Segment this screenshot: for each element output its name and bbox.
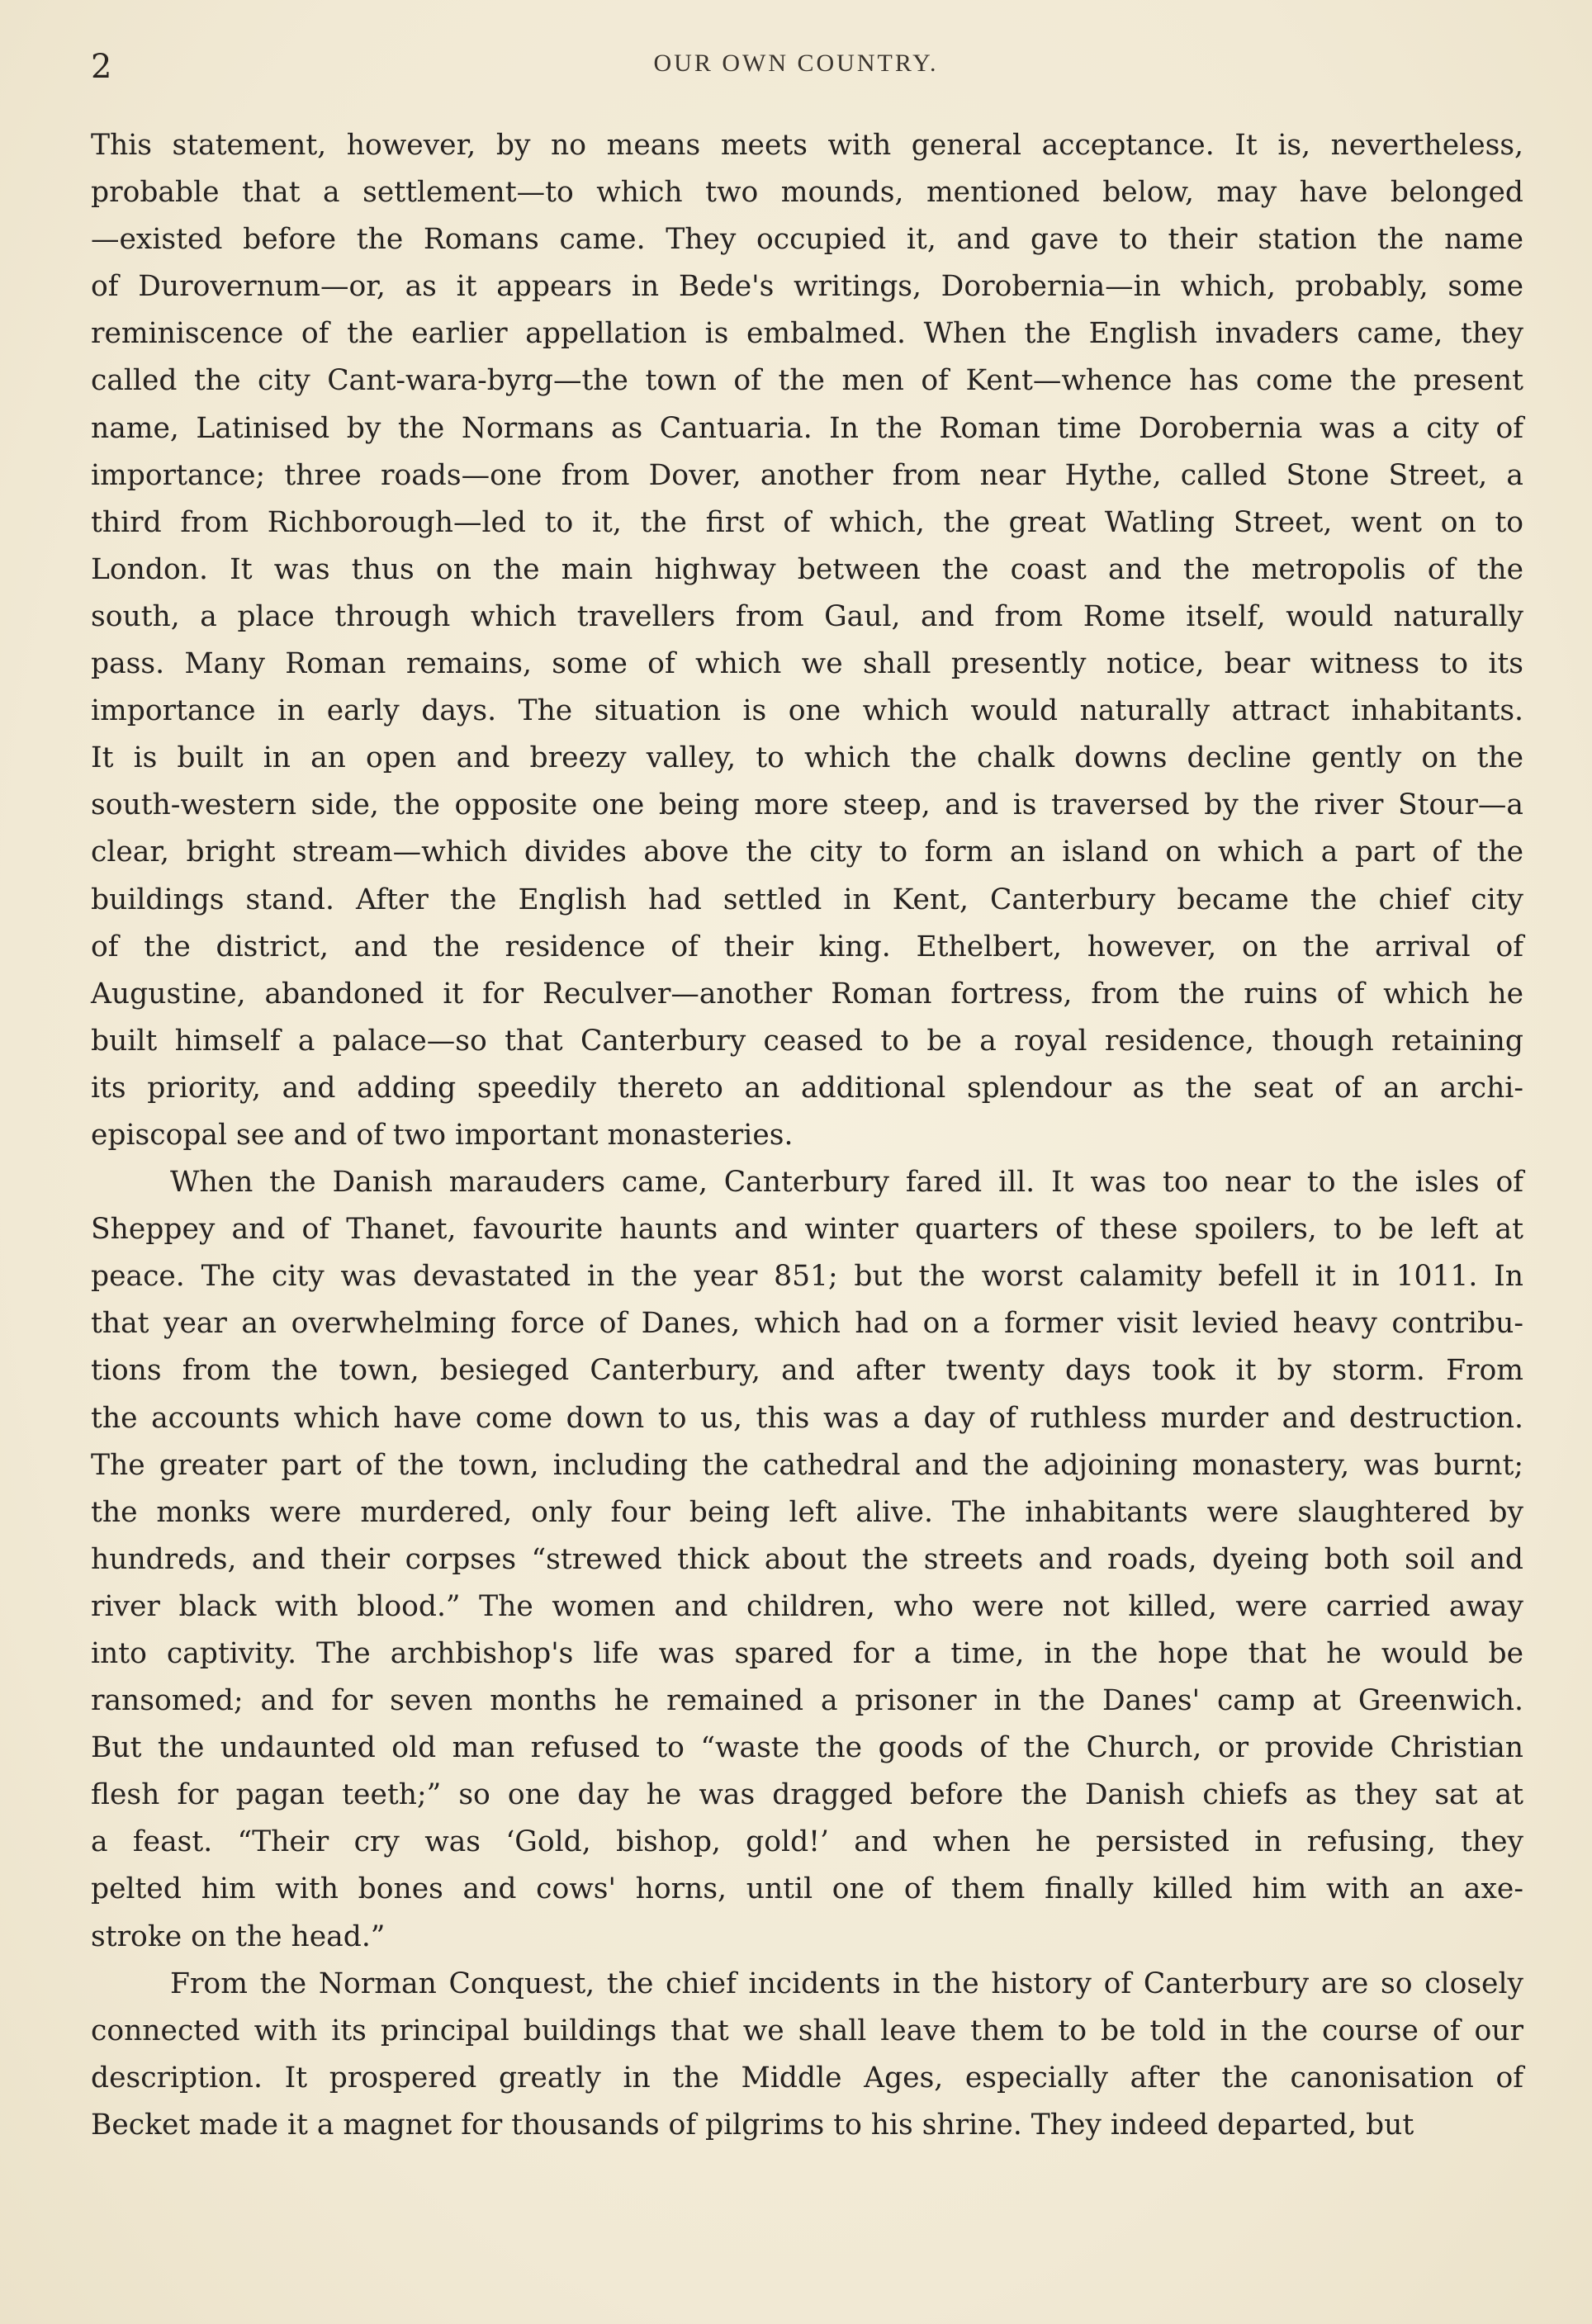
- text-line: —existed before the Romans came. They occupied it, and gave to their station the name: [91, 223, 1523, 257]
- text-line: the accounts which have come down to us, this was a day of ruthless murder and destruction.: [91, 1401, 1523, 1435]
- text-line: probable that a settlement—to which two mounds, mentioned below, may have belonged: [91, 176, 1523, 210]
- text-line: hundreds, and their corpses “strewed thick about the streets and roads, dyeing both soil and: [91, 1542, 1523, 1576]
- text-line: stroke on the head.”: [91, 1919, 386, 1953]
- text-line: flesh for pagan teeth;” so one day he was dragged before the Danish chiefs as they sat at: [91, 1778, 1523, 1812]
- body-text: [91, 122, 1523, 2149]
- text-line: ransomed; and for seven months he remained a prisoner in the Danes' camp at Greenwich.: [91, 1684, 1523, 1718]
- page-number: 2: [91, 48, 112, 86]
- text-line: The greater part of the town, including the cathedral and the adjoining monastery, was burnt;: [91, 1448, 1523, 1482]
- text-line: It is built in an open and breezy valley, to which the chalk downs decline gently on the: [91, 741, 1523, 775]
- text-line: called the city Cant-wara-byrg—the town of the men of Kent—whence has come the present: [91, 364, 1523, 398]
- paragraph: [91, 1961, 1523, 2149]
- text-line: reminiscence of the earlier appellation is embalmed. When the English invaders came, they: [91, 317, 1523, 351]
- text-line: episcopal see and of two important monasteries.: [91, 1118, 794, 1152]
- text-line: its priority, and adding speedily thereto an additional splendour as the seat of an archi-: [91, 1071, 1523, 1105]
- text-line: of Durovernum—or, as it appears in Bede's writings, Dorobernia—in which, probably, some: [91, 270, 1523, 304]
- text-line: importance; three roads—one from Dover, another from near Hythe, called Stone Street, a: [91, 458, 1523, 492]
- text-line: a feast. “Their cry was ‘Gold, bishop, gold!’ and when he persisted in refusing, they: [91, 1825, 1523, 1859]
- text-line: Becket made it a magnet for thousands of pilgrims to his shrine. They indeed departed, but: [91, 2108, 1414, 2142]
- text-line: pelted him with bones and cows' horns, until one of them finally killed him with an axe-: [91, 1872, 1523, 1906]
- text-line: buildings stand. After the English had settled in Kent, Canterbury became the chief city: [91, 883, 1523, 916]
- text-line: into captivity. The archbishop's life was spared for a time, in the hope that he would be: [91, 1637, 1523, 1670]
- text-line: south-western side, the opposite one being more steep, and is traversed by the river Stour—a: [91, 788, 1523, 822]
- text-line: connected with its principal buildings that we shall leave them to be told in the course of our: [91, 2014, 1523, 2047]
- paragraph: [91, 1159, 1523, 1961]
- text-line: the monks were murdered, only four being left alive. The inhabitants were slaughtered by: [91, 1495, 1523, 1529]
- text-line: south, a place through which travellers from Gaul, and from Rome itself, would naturally: [91, 599, 1523, 633]
- text-line: pass. Many Roman remains, some of which we shall presently notice, bear witness to its: [91, 647, 1523, 681]
- text-line: clear, bright stream—which divides above the city to form an island on which a part of the: [91, 835, 1523, 869]
- text-line: When the Danish marauders came, Canterbury fared ill. It was too near to the isles of: [170, 1166, 1523, 1200]
- text-line: peace. The city was devastated in the year 851; but the worst calamity befell it in 1011. In: [91, 1260, 1523, 1294]
- text-line: third from Richborough—led to it, the first of which, the great Watling Street, went on to: [91, 505, 1523, 539]
- text-line: Augustine, abandoned it for Reculver—another Roman fortress, from the ruins of which he: [91, 977, 1523, 1011]
- text-line: name, Latinised by the Normans as Cantuaria. In the Roman time Dorobernia was a city of: [91, 411, 1523, 445]
- text-line: description. It prospered greatly in the Middle Ages, especially after the canonisation of: [91, 2061, 1523, 2094]
- text-line: But the undaunted old man refused to “waste the goods of the Church, or provide Christian: [91, 1731, 1523, 1765]
- paragraph: [91, 122, 1523, 1159]
- text-line: From the Norman Conquest, the chief incidents in the history of Canterbury are so closely: [170, 1967, 1523, 2000]
- text-line: that year an overwhelming force of Danes, which had on a former visit levied heavy contribu-: [91, 1307, 1523, 1341]
- text-line: tions from the town, besieged Canterbury, and after twenty days took it by storm. From: [91, 1354, 1523, 1388]
- text-line: Sheppey and of Thanet, favourite haunts and winter quarters of these spoilers, to be left at: [91, 1213, 1523, 1247]
- text-line: importance in early days. The situation is one which would naturally attract inhabitants.: [91, 694, 1523, 728]
- text-line: of the district, and the residence of their king. Ethelbert, however, on the arrival of: [91, 930, 1523, 963]
- text-line: London. It was thus on the main highway between the coast and the metropolis of the: [91, 552, 1523, 586]
- running-title: OUR OWN COUNTRY.: [653, 50, 939, 77]
- text-line: This statement, however, by no means meets with general acceptance. It is, nevertheless,: [91, 129, 1523, 162]
- text-line: river black with blood.” The women and children, who were not killed, were carried away: [91, 1589, 1523, 1623]
- text-line: built himself a palace—so that Canterbury ceased to be a royal residence, though retaining: [91, 1024, 1523, 1058]
